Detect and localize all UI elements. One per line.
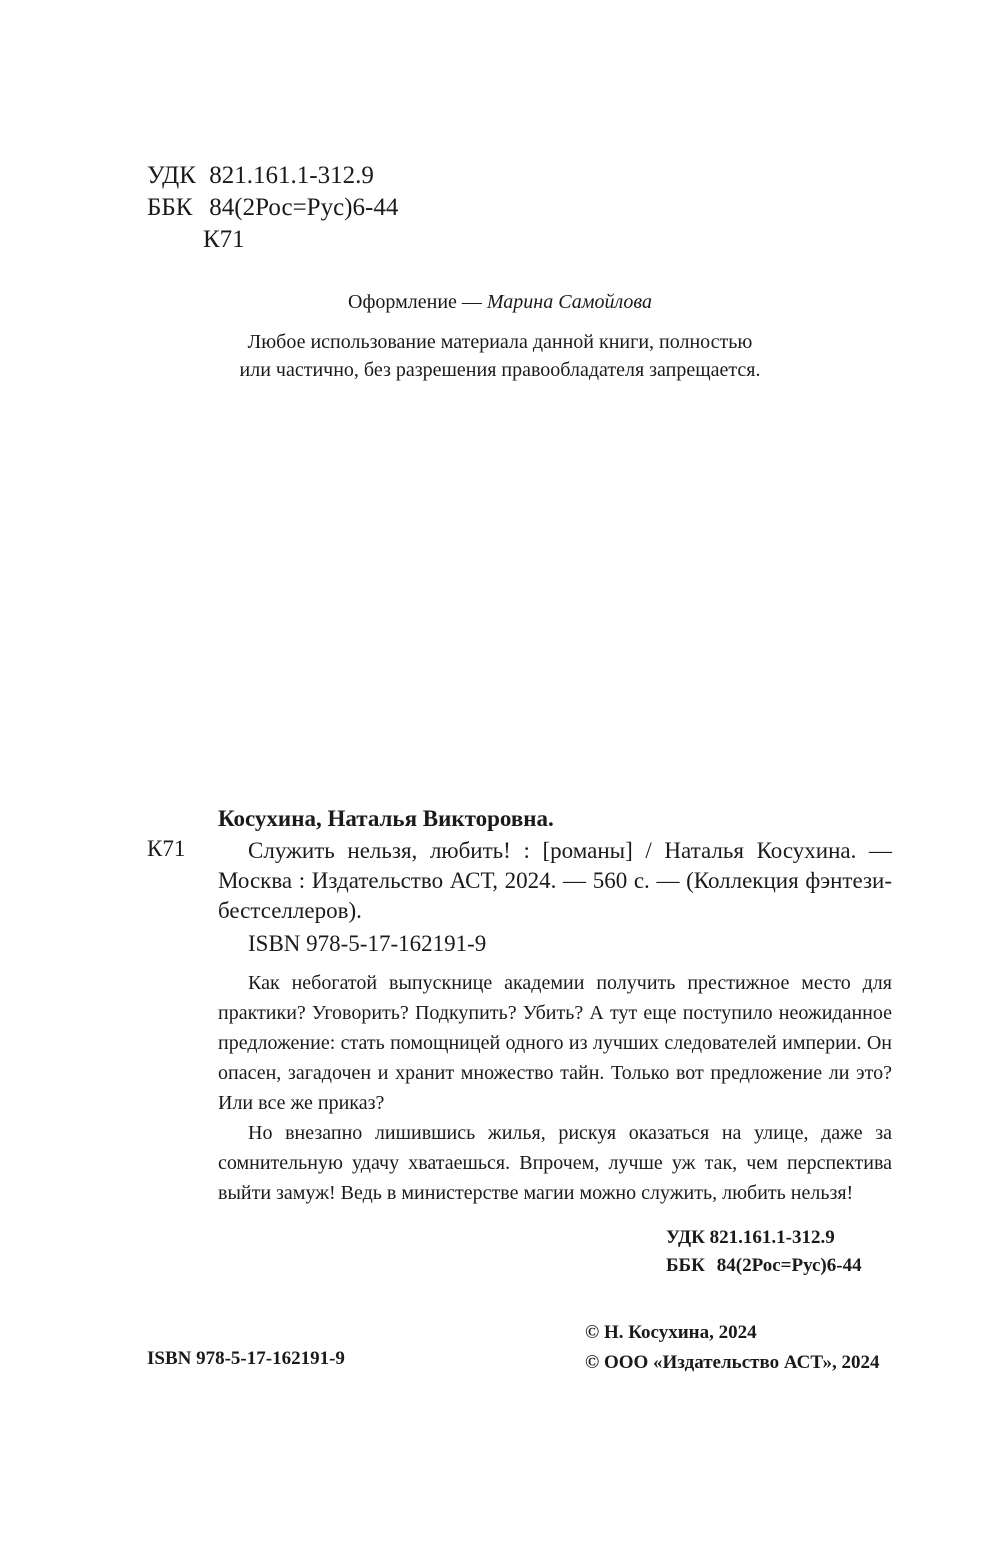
catalog-author-sign: К71 [147, 836, 186, 861]
bbk-value: 84(2Рос=Рус)6-44 [209, 194, 399, 221]
design-credit-label: Оформление — [348, 291, 482, 313]
catalog-author-heading: Косухина, Наталья Викторовна. [218, 806, 554, 831]
annotation [218, 968, 892, 1208]
catalog-codes [666, 1224, 862, 1280]
rights-notice-line-2: или частично, без разрешения правообладателя запрещается. [239, 359, 761, 381]
design-credit [0, 288, 1000, 316]
udk-label: УДК [147, 162, 196, 189]
bibliographic-description-text: Служить нельзя, любить! : [романы] / Наталья Косухина. — Москва : Издательство АСТ, 2024. — 560 с. — (Коллекция фэнтези-бестселлеров). [218, 838, 892, 923]
catalog-udk: УДК 821.161.1-312.9 [666, 1227, 835, 1248]
copyright-publisher: © ООО «Издательство АСТ», 2024 [585, 1352, 880, 1373]
udk-line [147, 160, 374, 192]
bbk-line [147, 192, 398, 224]
rights-notice [0, 328, 1000, 384]
catalog-bbk-label: ББК [666, 1255, 705, 1276]
annotation-paragraph-2: Но внезапно лишившись жилья, рискуя оказаться на улице, даже за сомнительную удачу хватаешься. Впрочем, лучше уж так, чем перспектива выйти замуж! Ведь в министерстве магии можно служить, любить нельзя! [218, 1122, 892, 1204]
footer-isbn: ISBN 978-5-17-162191-9 [147, 1348, 345, 1369]
catalog-bbk-line [666, 1252, 862, 1280]
catalog-isbn: ISBN 978-5-17-162191-9 [248, 931, 487, 956]
copyright-block [585, 1318, 880, 1378]
udk-value: 821.161.1-312.9 [209, 162, 374, 189]
author-sign-top: К71 [203, 226, 245, 253]
rights-notice-line-1: Любое использование материала данной книги, полностью [247, 331, 753, 353]
copyright-author: © Н. Косухина, 2024 [585, 1322, 757, 1343]
annotation-paragraph-1: Как небогатой выпускнице академии получить престижное место для практики? Уговорить? Подкупить? Убить? А тут еще поступило неожиданное предложение: стать помощницей одного из лучших следователей империи. Он опасен, загадочен и хранит множество тайн. Только вот предложение ли это? Или все же приказ? [218, 972, 892, 1114]
designer-name: Марина Самойлова [486, 291, 652, 313]
bbk-label: ББК [147, 194, 193, 221]
catalog-bbk-value: 84(2Рос=Рус)6-44 [716, 1255, 862, 1276]
bibliographic-description [218, 836, 892, 926]
